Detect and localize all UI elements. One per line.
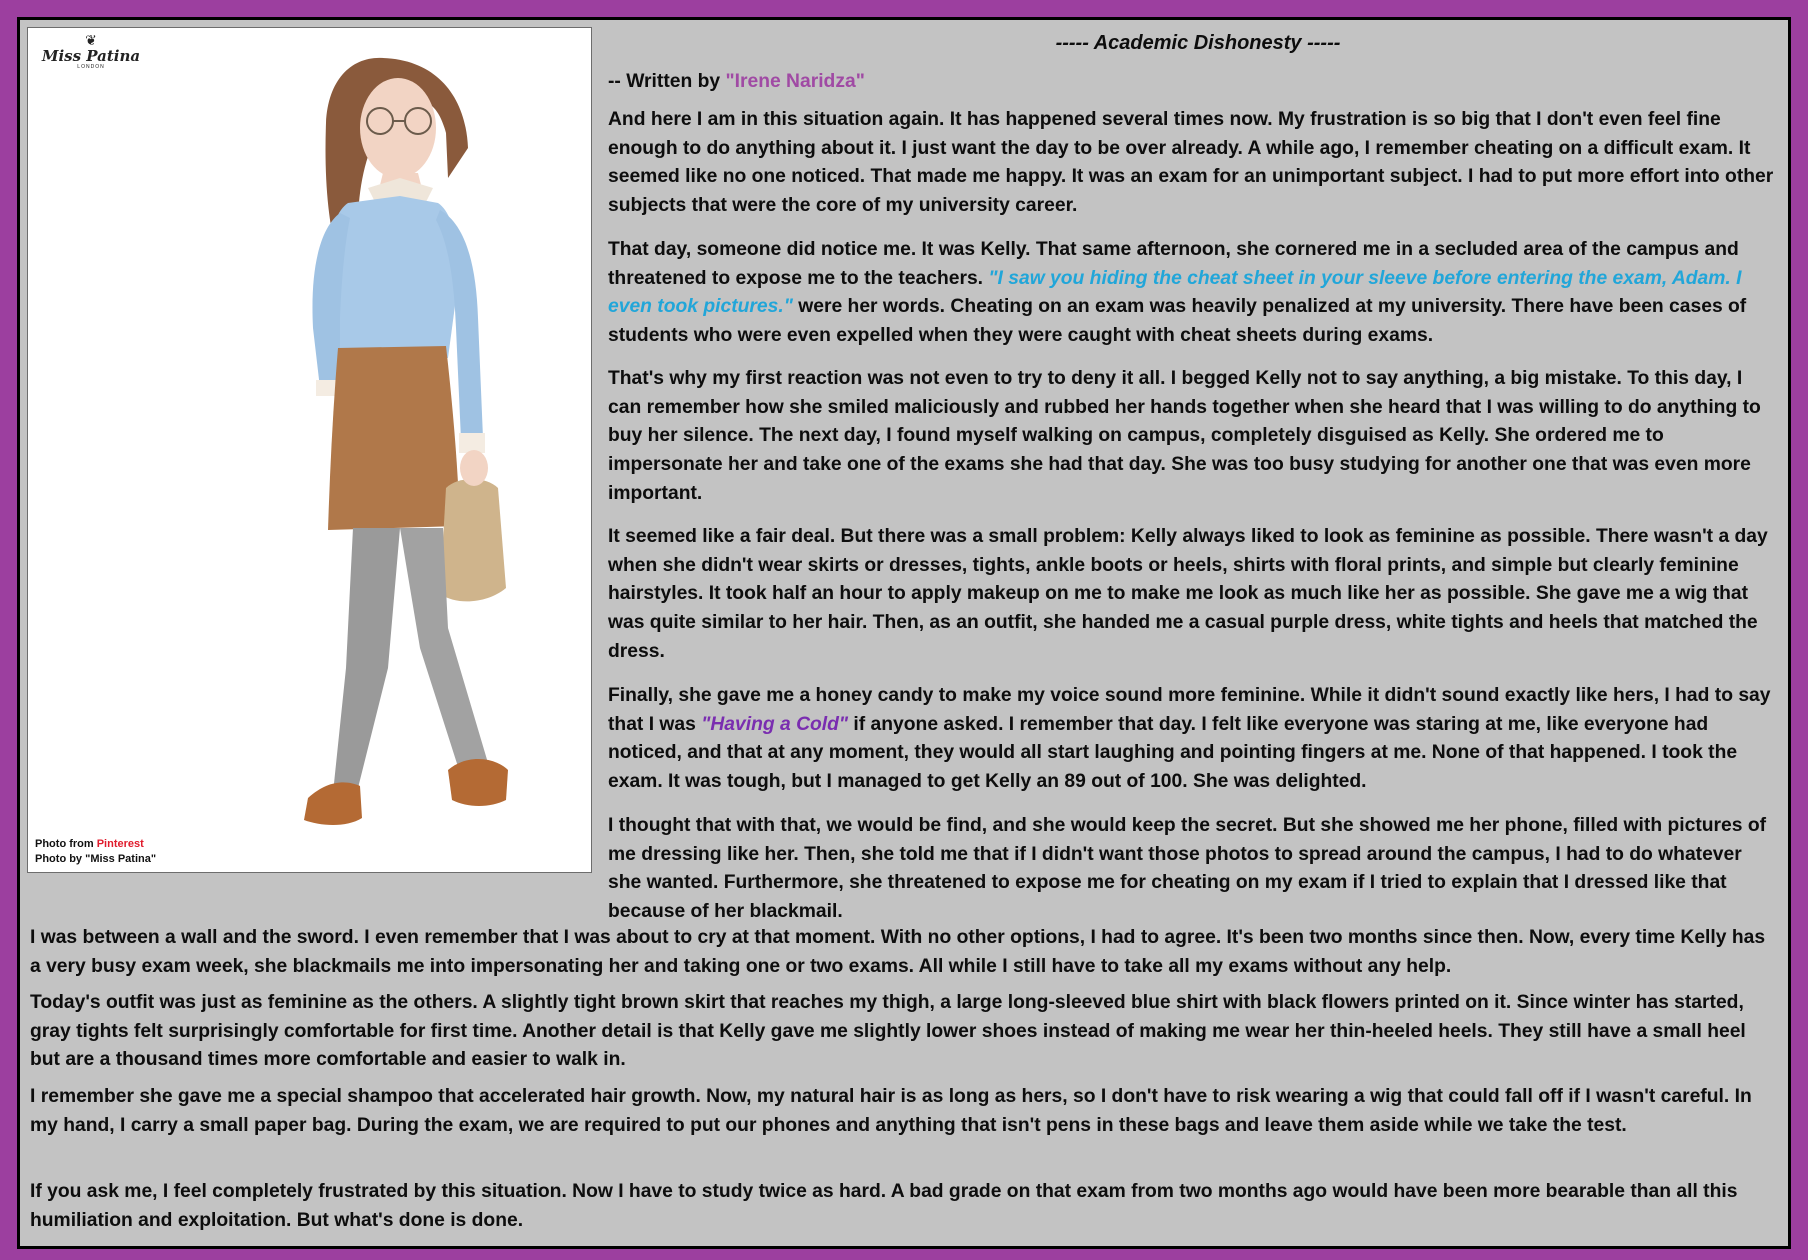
story-text — [20, 20, 1788, 1246]
author-name: "Irene Naridza" — [725, 71, 865, 92]
story-title: ----- Academic Dishonesty ----- — [1055, 32, 1341, 54]
paragraph-10: If you ask me, I feel completely frustrated by this situation. Now I have to study twice as hard. A bad grade on that exam from two months ago would have been more bearable than all this humiliation and exploitation. But what's done is done. — [30, 1181, 1738, 1231]
paragraph-8: Today's outfit was just as feminine as the others. A slightly tight brown skirt that reaches my thigh, a large long-sleeved blue shirt with black flowers printed on it. Since winter has started, gray tights felt surprisingly comfortable for first time. Another detail is that Kelly gave me slightly lower shoes instead of making me wear her thin-heeled heels. They still have a small heel but are a thousand times more comfortable and easier to walk in. — [30, 992, 1746, 1071]
credit-photographer: Photo by "Miss Patina" — [35, 853, 157, 865]
paragraph-7: I was between a wall and the sword. I even remember that I was about to cry at that moment. With no other options, I had to agree. It's been two months since then. Now, every time Kelly has a very busy exam week, she blackmails me into impersonating her and taking one or two exams. All while I still have to take all my exams without any help. — [30, 927, 1766, 977]
paragraph-2-text-a: That day, someone did notice me. It was Kelly. That same afternoon, she cornered me in a secluded area of the campus and threatened to expose me to the teachers. — [608, 239, 1739, 289]
paragraph-1: And here I am in this situation again. It has happened several times now. My frustration is so big that I don't even feel fine enough to do anything about it. I just want the day to be over already. A while ago, I remember cheating on a difficult exam. It seemed like no one noticed. That made me happy. It was an exam for an unimportant subject. I had to put more effort into other subjects that were the core of my university career. — [608, 109, 1774, 217]
paragraph-3: That's why my first reaction was not even to try to deny it all. I begged Kelly not to say anything, a big mistake. To this day, I can remember how she smiled maliciously and rubbed her hands together when she heard that I was willing to do anything to buy her silence. The next day, I found myself walking on campus, completely disguised as Kelly. She ordered me to impersonate her and take one of the exams she had that day. She was too busy studying for another one that was even more important. — [608, 368, 1761, 504]
logo-subtitle: LONDON — [77, 64, 105, 70]
paragraph-2 — [608, 236, 1780, 351]
credit-source-link: Pinterest — [96, 838, 144, 850]
paragraph-5-text-a: Finally, she gave me a honey candy to make my voice sound more feminine. While it didn't sound exactly like hers, I had to say that I was — [608, 685, 1771, 735]
logo-wordmark: Miss Patina — [41, 47, 141, 65]
logo-emblem-icon: ❦ — [85, 33, 97, 49]
kelly-quote: "I saw you hiding the cheat sheet in your sleeve before entering the exam, Adam. I even took pictures." — [608, 267, 1742, 318]
credit-prefix: Photo from — [35, 838, 97, 850]
paragraph-9: I remember she gave me a special shampoo that accelerated hair growth. Now, my natural hair is as long as hers, so I don't have to risk wearing a wig that could fall off if I wasn't careful. In my hand, I carry a small paper bag. During the exam, we are required to put our phones and anything that isn't pens in these bags and leave them aside while we take the test. — [30, 1086, 1752, 1136]
paragraph-2-text-b: were her words. Cheating on an exam was heavily penalized at my university. There have been cases of students who were even expelled when they were caught with cheat sheets during exams. — [608, 296, 1747, 347]
paragraph-5 — [608, 682, 1780, 797]
caption-card — [17, 17, 1791, 1249]
paragraph-5-text-b: if anyone asked. I remember that day. I felt like everyone was staring at me, like everyone had noticed, and that at any moment, they would all start laughing and pointing fingers at me. None of that happened. I took the exam. It was tough, but I managed to get Kelly an 89 out of 100. She was delighted. — [608, 713, 1738, 793]
story-author — [608, 68, 865, 97]
having-a-cold-quote: "Having a Cold" — [701, 713, 849, 735]
author-prefix: -- Written by — [608, 71, 726, 92]
paragraph-6: I thought that with that, we would be find, and she would keep the secret. But she showed me her phone, filled with pictures of me dressing like her. Then, she told me that if I didn't want those photos to spread around the campus, I had to do whatever she wanted. Furthermore, she threatened to expose me for cheating on my exam if I tried to explain that I dressed like that because of her blackmail. — [608, 815, 1767, 923]
paragraph-4: It seemed like a fair deal. But there was a small problem: Kelly always liked to look as feminine as possible. There wasn't a day when she didn't wear skirts or dresses, tights, ankle boots or heels, shirts with floral prints, and simple but clearly feminine hairstyles. It took half an hour to apply makeup on me to make me look as much like her as possible. She gave me a wig that was quite similar to her hair. Then, as an outfit, she handed me a casual purple dress, white tights and heels that matched the dress. — [608, 526, 1768, 662]
